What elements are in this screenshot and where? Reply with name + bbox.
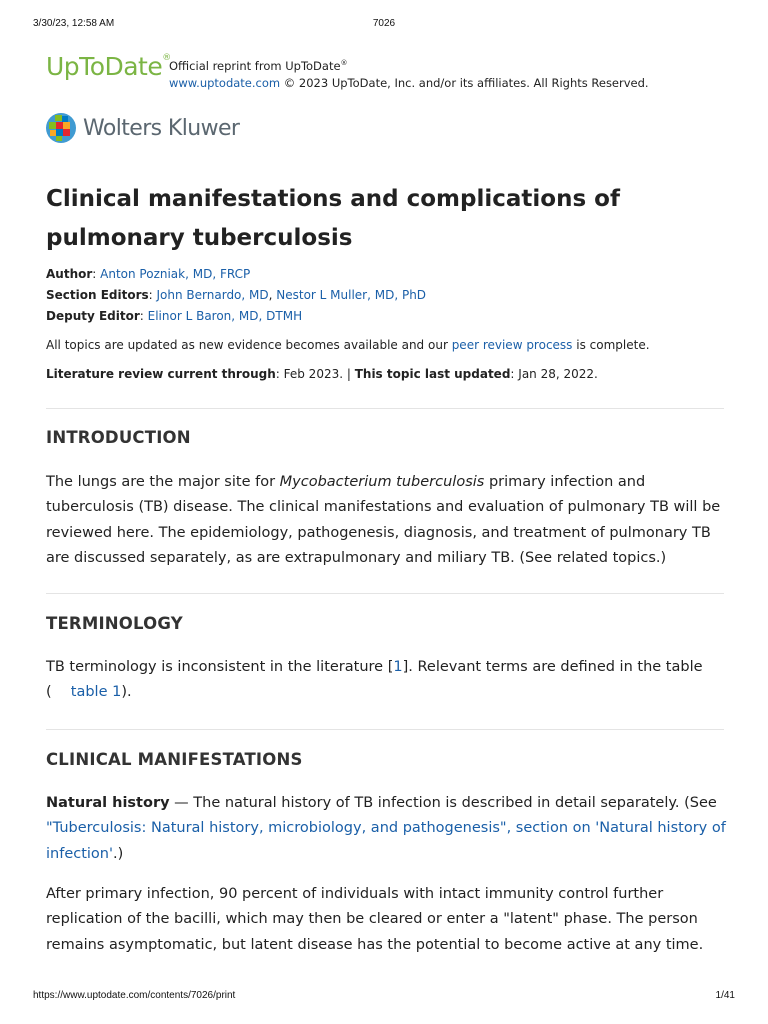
deputy-editor-link[interactable]: Elinor L Baron, MD, DTMH: [147, 309, 303, 323]
uptodate-logo: UpToDate®: [46, 52, 171, 81]
page-number: 1/41: [715, 990, 735, 1001]
review-dates: Literature review current through: Feb 2023. | This topic last updated: Jan 28, 2022.: [46, 367, 598, 381]
print-footer: [33, 990, 735, 1004]
terminology-paragraph: TB terminology is inconsistent in the literature [1]. Relevant terms are defined in the table ( table 1).: [46, 659, 703, 701]
introduction-heading: INTRODUCTION: [46, 428, 191, 447]
natural-history-topic-link[interactable]: "Tuberculosis: Natural history, microbiology, and pathogenesis", section on 'Natural history of infection': [46, 820, 726, 862]
clinical-manifestations-heading: CLINICAL MANIFESTATIONS: [46, 750, 303, 769]
page-title: Clinical manifestations and complications of pulmonary tuberculosis: [46, 186, 620, 251]
section-divider: [46, 593, 724, 594]
author-link[interactable]: Anton Pozniak, MD, FRCP: [100, 267, 251, 281]
section-editor-link-1[interactable]: John Bernardo, MD: [156, 288, 269, 302]
wolters-kluwer-mosaic-icon: [45, 112, 77, 144]
update-notice: All topics are updated as new evidence becomes available and our peer review process is complete.: [46, 338, 650, 352]
primary-infection-paragraph: After primary infection, 90 percent of individuals with intact immunity control further replication of the bacilli, which may then be cleared or enter a "latent" phase. The person remains asymptomatic, but latent disease has the potential to become active at any time.: [46, 886, 704, 953]
print-topic-id: 7026: [372, 18, 396, 29]
table-1-link[interactable]: table 1: [70, 684, 122, 701]
uptodate-site-link[interactable]: www.uptodate.com: [169, 75, 281, 90]
peer-review-link[interactable]: peer review process: [451, 338, 573, 352]
section-editor-link-2[interactable]: Nestor L Muller, MD, PhD: [276, 288, 427, 302]
print-header: [33, 18, 735, 32]
print-datetime: 3/30/23, 12:58 AM: [33, 18, 115, 29]
deputy-editor-row: Deputy Editor: Elinor L Baron, MD, DTMH: [46, 309, 303, 323]
terminology-heading: TERMINOLOGY: [46, 614, 183, 633]
section-divider: [46, 729, 724, 730]
natural-history-paragraph: Natural history — The natural history of TB infection is described in detail separately. (See "Tuberculosis: Natural history, microbiology, and pathogenesis", section on 'Natural history of infection'.): [46, 795, 726, 862]
section-divider: [46, 408, 724, 409]
introduction-paragraph: The lungs are the major site for Mycobacterium tuberculosis primary infection and tuberculosis (TB) disease. The clinical manifestations and evaluation of pulmonary TB will be reviewed here. The epidemiology, pathogenesis, diagnosis, and treatment of pulmonary TB are discussed separately, as are extrapulmonary and miliary TB. (See related topics.): [46, 474, 721, 566]
reprint-notice: Official reprint from UpToDate® www.uptodate.com © 2023 UpToDate, Inc. and/or its affiliates. All Rights Reserved.: [169, 58, 649, 90]
author-row: Author: Anton Pozniak, MD, FRCP: [46, 267, 251, 281]
section-editors-row: Section Editors: John Bernardo, MD, Nestor L Muller, MD, PhD: [46, 288, 427, 302]
reference-link-1[interactable]: 1: [393, 659, 403, 675]
article-meta: [46, 264, 726, 327]
print-url: https://www.uptodate.com/contents/7026/print: [33, 990, 236, 1001]
wolters-kluwer-logo: [45, 112, 275, 146]
publisher-name: Wolters Kluwer: [83, 116, 240, 141]
